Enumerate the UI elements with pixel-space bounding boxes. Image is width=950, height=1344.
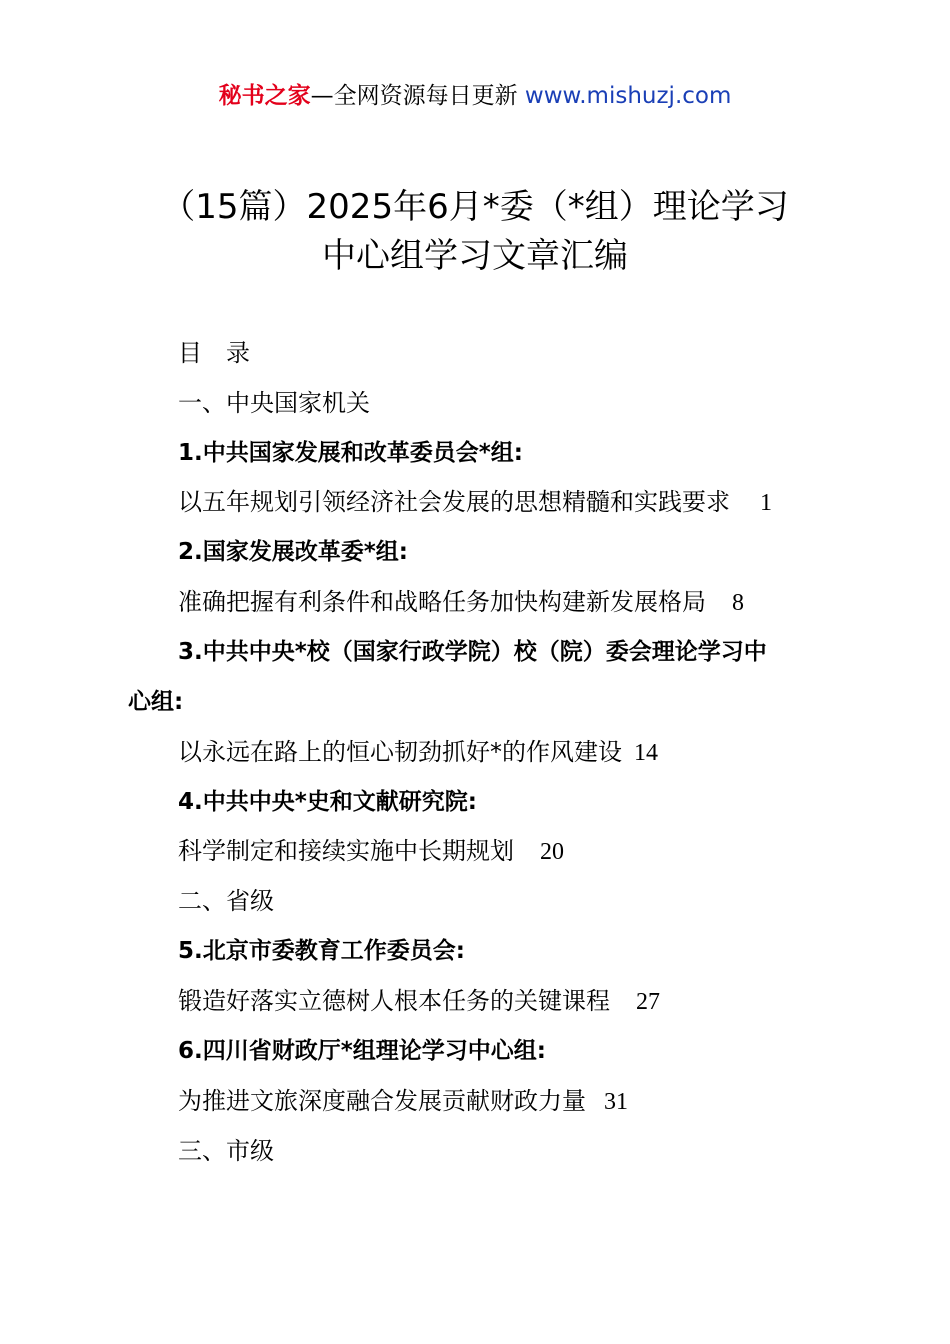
- toc-item-2[interactable]: [178, 585, 744, 620]
- toc-item-3-org-line-2: 心组:: [128, 689, 184, 715]
- site-url-link[interactable]: www.mishuzj.com: [524, 83, 732, 109]
- toc-item-1-org: 1.中共国家发展和改革委员会*组:: [178, 440, 523, 466]
- document-title-line-1: （15篇）2025年6月*委（*组）理论学习: [161, 187, 789, 227]
- toc-item-1[interactable]: [178, 485, 772, 520]
- toc-item-4-org: 4.中共中央*史和文献研究院:: [178, 789, 477, 815]
- toc-item-5-title: 锻造好落实立德树人根本任务的关键课程: [178, 987, 610, 1015]
- toc-section-3: 三、市级: [178, 1137, 274, 1165]
- toc-item-4[interactable]: [178, 834, 564, 869]
- toc-item-6-page: 31: [604, 1089, 628, 1115]
- toc-item-5-org: 5.北京市委教育工作委员会:: [178, 938, 465, 964]
- document-title-line-2: 中心组学习文章汇编: [322, 236, 628, 276]
- toc-heading: 目 录: [178, 339, 250, 367]
- toc-item-3-org-line-1: 3.中共中央*校（国家行政学院）校（院）委会理论学习中: [178, 639, 767, 665]
- toc-section-2: 二、省级: [178, 887, 274, 915]
- toc-section-1: 一、中央国家机关: [178, 389, 370, 417]
- toc-item-6-org: 6.四川省财政厅*组理论学习中心组:: [178, 1038, 546, 1064]
- toc-item-5-page: 27: [636, 989, 660, 1015]
- toc-item-3-page: 14: [634, 740, 658, 766]
- toc-item-2-org: 2.国家发展改革委*组:: [178, 539, 408, 565]
- toc-item-4-page: 20: [540, 839, 564, 865]
- toc-item-5[interactable]: [178, 984, 660, 1019]
- toc-item-1-title: 以五年规划引领经济社会发展的思想精髓和实践要求: [178, 488, 730, 516]
- brand-name: 秘书之家: [218, 83, 311, 109]
- toc-item-6-title: 为推进文旅深度融合发展贡献财政力量: [178, 1087, 586, 1115]
- header-slogan: —全网资源每日更新: [310, 83, 525, 109]
- toc-item-2-title: 准确把握有利条件和战略任务加快构建新发展格局: [178, 588, 706, 616]
- site-header: [0, 80, 950, 112]
- toc-item-1-page: 1: [760, 490, 772, 516]
- toc-item-3-title: 以永远在路上的恒心韧劲抓好*的作风建设: [178, 738, 622, 766]
- toc-item-4-title: 科学制定和接续实施中长期规划: [178, 837, 514, 865]
- toc-item-2-page: 8: [732, 590, 744, 616]
- toc-item-3[interactable]: [178, 735, 658, 770]
- toc-item-6[interactable]: [178, 1084, 628, 1119]
